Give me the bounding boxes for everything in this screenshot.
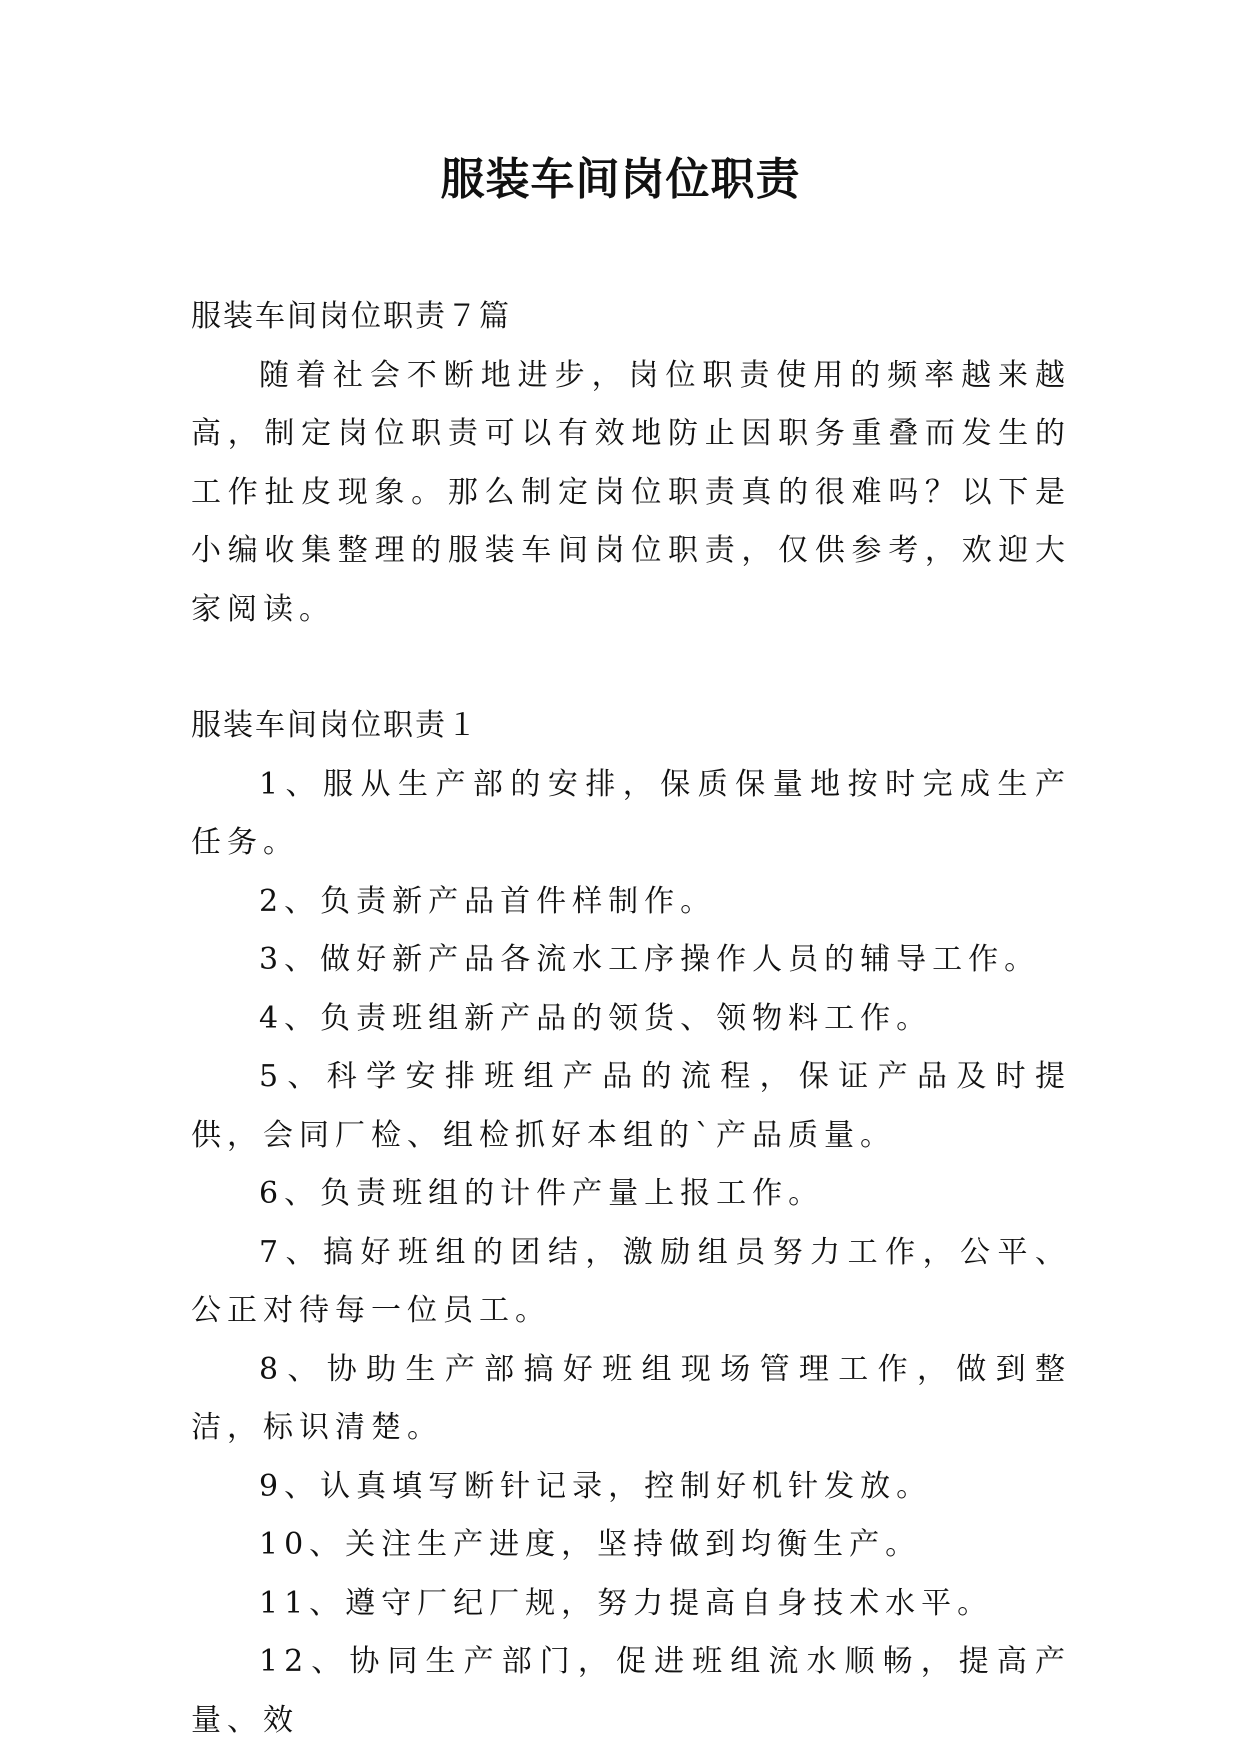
document-title: 服装车间岗位职责 bbox=[440, 154, 801, 205]
duty-item-12: 12、协同生产部门，促进班组流水顺畅，提高产量、效 bbox=[191, 1644, 1071, 1738]
duty-item-9: 9、认真填写断针记录，控制好机针发放。 bbox=[259, 1468, 933, 1504]
duty-item-2: 2、负责新产品首件样制作。 bbox=[259, 883, 717, 919]
duty-item-4: 4、负责班组新产品的领货、领物料工作。 bbox=[259, 1000, 933, 1036]
duty-item-10: 10、关注生产进度，坚持做到均衡生产。 bbox=[259, 1527, 922, 1562]
duty-item-5: 5、科学安排班组产品的流程，保证产品及时提供，会同厂检、组检抓好本组的`产品质量。 bbox=[191, 1059, 1071, 1153]
paragraph-spacer bbox=[191, 639, 1071, 697]
duty-item-1: 1、服从生产部的安排，保质保量地按时完成生产任务。 bbox=[191, 766, 1071, 860]
intro-paragraph: 随着社会不断地进步，岗位职责使用的频率越来越高，制定岗位职责可以有效地防止因职务重叠而发生的工作扯皮现象。那么制定岗位职责真的很难吗？以下是小编收集整理的服装车间岗位职责，仅供参考，欢迎大家阅读。 bbox=[191, 357, 1071, 627]
duty-item-8: 8、协助生产部搞好班组现场管理工作，做到整洁，标识清楚。 bbox=[191, 1351, 1071, 1445]
duty-item-3: 3、做好新产品各流水工序操作人员的辅导工作。 bbox=[259, 942, 1041, 977]
document-subtitle: 服装车间岗位职责７篇 bbox=[191, 299, 511, 334]
section-heading: 服装车间岗位职责１ bbox=[191, 708, 479, 743]
duty-item-7: 7、搞好班组的团结，激励组员努力工作，公平、公正对待每一位员工。 bbox=[191, 1234, 1071, 1328]
duty-item-11: 11、遵守厂纪厂规，努力提高自身技术水平。 bbox=[259, 1585, 994, 1621]
document-body bbox=[191, 288, 1071, 1750]
duty-item-6: 6、负责班组的计件产量上报工作。 bbox=[259, 1176, 825, 1211]
